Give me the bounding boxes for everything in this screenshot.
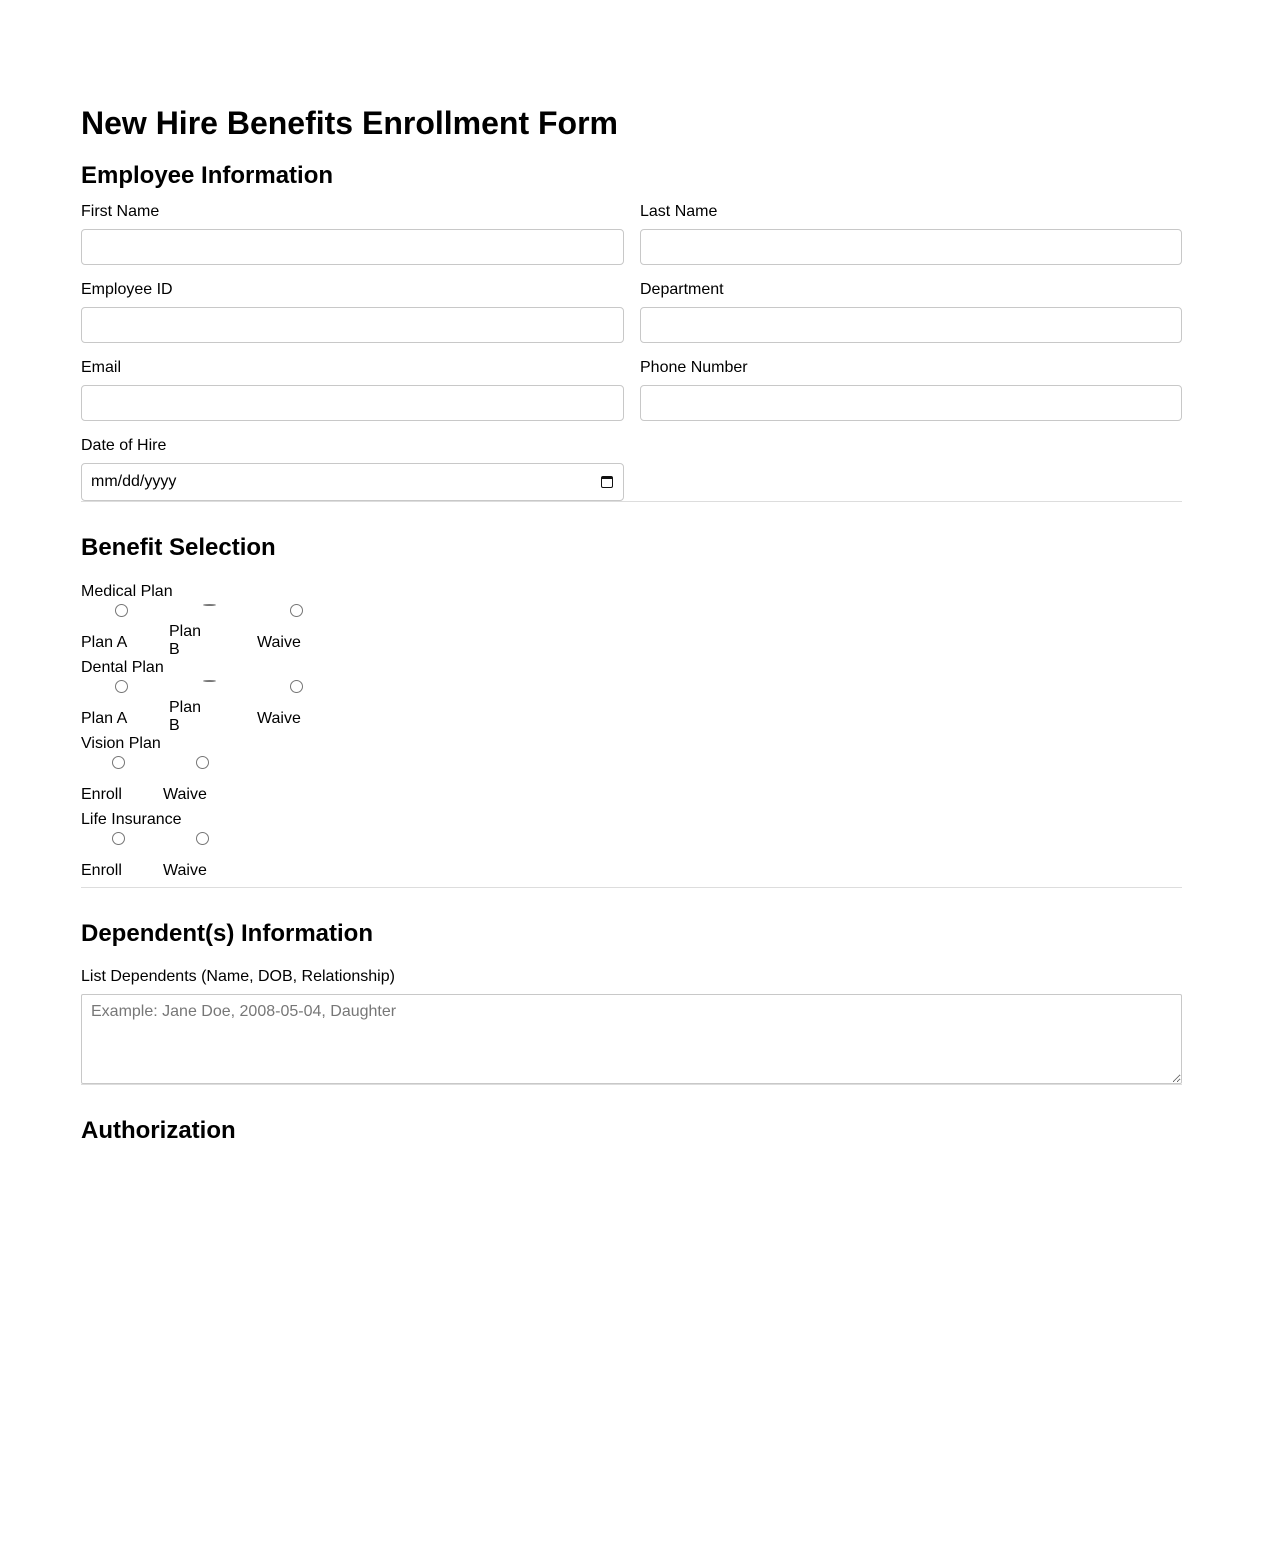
medical-plan-options	[81, 601, 1182, 659]
section-heading-dependents: Dependent(s) Information	[81, 920, 373, 947]
dental-plan-options	[81, 677, 1182, 735]
section-divider	[81, 887, 1182, 888]
first-name-field-group	[81, 203, 624, 265]
page-title: New Hire Benefits Enrollment Form	[81, 105, 618, 141]
life-insurance-group	[81, 811, 1182, 887]
option-label: Plan B	[169, 699, 202, 734]
last-name-field-group	[640, 203, 1182, 265]
option-label: Waive	[257, 710, 301, 727]
option-label: Enroll	[81, 862, 122, 879]
department-field-group	[640, 281, 1182, 343]
radio-button[interactable]	[112, 756, 125, 769]
radio-button[interactable]	[290, 604, 303, 617]
option-label: Plan A	[81, 634, 128, 651]
life-insurance-label: Life Insurance	[81, 811, 182, 828]
employee-information-section	[81, 161, 1182, 501]
radio-button[interactable]	[290, 680, 303, 693]
date-of-hire-label: Date of Hire	[81, 437, 167, 454]
last-name-input[interactable]	[640, 229, 1182, 265]
employee-fields-grid	[81, 203, 1182, 501]
life-insurance-options	[81, 829, 1182, 887]
date-of-hire-field-group	[81, 437, 624, 501]
date-placeholder: mm/dd/yyyy	[91, 473, 177, 490]
radio-button[interactable]	[196, 756, 209, 769]
radio-button[interactable]	[115, 680, 128, 693]
email-label: Email	[81, 359, 122, 376]
employee-id-input[interactable]	[81, 307, 624, 343]
vision-plan-option-waive[interactable]	[163, 753, 209, 811]
section-heading-authorization: Authorization	[81, 1117, 236, 1144]
option-label: Waive	[257, 634, 301, 651]
section-divider	[81, 501, 1182, 502]
vision-plan-options	[81, 753, 1182, 811]
dental-plan-label: Dental Plan	[81, 659, 164, 676]
medical-plan-option-plan-a[interactable]	[81, 601, 128, 659]
vision-plan-group	[81, 735, 1182, 811]
dependents-section	[81, 919, 1182, 1084]
option-label: Plan B	[169, 623, 202, 658]
enrollment-form	[81, 0, 1182, 1146]
vision-plan-option-enroll[interactable]	[81, 753, 125, 811]
option-label: Plan A	[81, 710, 128, 727]
dental-plan-option-waive[interactable]	[257, 677, 303, 735]
radio-button[interactable]	[115, 604, 128, 617]
life-insurance-option-enroll[interactable]	[81, 829, 125, 887]
last-name-label: Last Name	[640, 203, 718, 220]
department-input[interactable]	[640, 307, 1182, 343]
dental-plan-option-plan-a[interactable]	[81, 677, 128, 735]
dental-plan-option-plan-b[interactable]	[169, 677, 216, 735]
dependents-textarea[interactable]	[81, 994, 1182, 1084]
benefit-selection-section	[81, 533, 1182, 887]
email-input[interactable]	[81, 385, 624, 421]
employee-id-label: Employee ID	[81, 281, 173, 298]
phone-number-input[interactable]	[640, 385, 1182, 421]
option-label: Waive	[163, 862, 207, 879]
medical-plan-option-waive[interactable]	[257, 601, 303, 659]
employee-id-field-group	[81, 281, 624, 343]
first-name-label: First Name	[81, 203, 160, 220]
life-insurance-option-waive[interactable]	[163, 829, 209, 887]
dependents-label: List Dependents (Name, DOB, Relationship)	[81, 968, 395, 985]
medical-plan-option-plan-b[interactable]	[169, 601, 216, 659]
medical-plan-label: Medical Plan	[81, 583, 173, 600]
dental-plan-group	[81, 659, 1182, 735]
authorization-section	[81, 1116, 1182, 1146]
option-label: Enroll	[81, 786, 122, 803]
radio-button[interactable]	[203, 604, 216, 606]
option-label: Waive	[163, 786, 207, 803]
department-label: Department	[640, 281, 724, 298]
section-heading-employee-information: Employee Information	[81, 162, 334, 189]
radio-button[interactable]	[112, 832, 125, 845]
radio-button[interactable]	[203, 680, 216, 682]
first-name-input[interactable]	[81, 229, 624, 265]
medical-plan-group	[81, 583, 1182, 659]
email-field-group	[81, 359, 624, 421]
section-divider	[81, 1084, 1182, 1085]
radio-button[interactable]	[196, 832, 209, 845]
phone-number-label: Phone Number	[640, 359, 748, 376]
phone-number-field-group	[640, 359, 1182, 421]
vision-plan-label: Vision Plan	[81, 735, 161, 752]
calendar-icon[interactable]	[601, 476, 613, 488]
section-heading-benefit-selection: Benefit Selection	[81, 534, 276, 561]
date-of-hire-input[interactable]	[81, 463, 624, 501]
